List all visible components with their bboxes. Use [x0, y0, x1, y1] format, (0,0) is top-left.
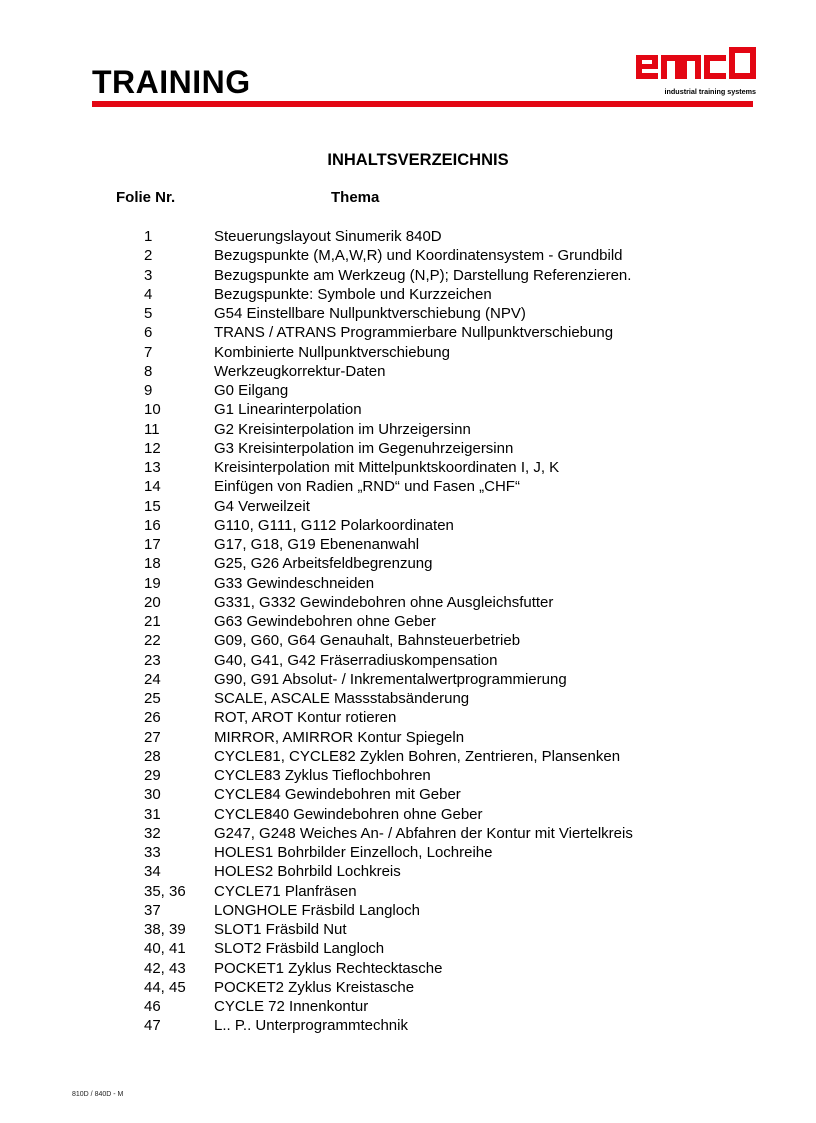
- toc-topic: Bezugspunkte (M,A,W,R) und Koordinatensystem - Grundbild: [214, 247, 623, 265]
- toc-row: [0, 612, 816, 631]
- toc-row: [0, 343, 816, 362]
- toc-slide-number: 10: [144, 401, 161, 419]
- toc-slide-number: 5: [144, 305, 153, 322]
- toc-slide-number: 40, 41: [144, 940, 186, 958]
- toc-topic: Bezugspunkte: Symbole und Kurzzeichen: [214, 285, 492, 303]
- toc-topic: SCALE, ASCALE Massstabsänderung: [214, 690, 470, 707]
- column-header-topic: Thema: [331, 189, 380, 206]
- toc-slide-number: 9: [144, 382, 153, 399]
- toc-row: [0, 728, 816, 747]
- toc-slide-number: 46: [144, 998, 161, 1015]
- toc-row: [0, 882, 816, 901]
- toc-row: [0, 978, 816, 997]
- toc-slide-number: 3: [144, 266, 153, 284]
- toc-topic: G63 Gewindebohren ohne Geber: [214, 613, 436, 630]
- toc-row: [0, 362, 816, 381]
- toc-row: [0, 266, 816, 285]
- toc-row: [0, 901, 816, 920]
- toc-topic: G25, G26 Arbeitsfeldbegrenzung: [214, 555, 433, 573]
- toc-slide-number: 44, 45: [144, 978, 186, 996]
- toc-topic: MIRROR, AMIRROR Kontur Spiegeln: [214, 728, 465, 746]
- toc-slide-number: 25: [144, 690, 161, 707]
- toc-row: [0, 631, 816, 650]
- toc-topic: G54 Einstellbare Nullpunktverschiebung (NPV): [214, 305, 526, 322]
- toc-row: [0, 959, 816, 978]
- toc-row: [0, 939, 816, 958]
- toc-row: [0, 785, 816, 804]
- toc-topic: G33 Gewindeschneiden: [214, 574, 375, 592]
- toc-topic: HOLES2 Bohrbild Lochkreis: [214, 863, 401, 881]
- toc-topic: G4 Verweilzeit: [214, 497, 310, 515]
- toc-topic: G0 Eilgang: [214, 382, 289, 399]
- toc-slide-number: 1: [144, 228, 153, 245]
- toc-topic: G1 Linearinterpolation: [214, 401, 362, 419]
- toc-topic: G3 Kreisinterpolation im Gegenuhrzeigersinn: [214, 439, 514, 457]
- toc-slide-number: 17: [144, 536, 161, 553]
- emco-logo: [636, 47, 756, 95]
- toc-slide-number: 2: [144, 247, 153, 265]
- toc-topic: SLOT1 Fräsbild Nut: [214, 921, 347, 938]
- toc-slide-number: 42, 43: [144, 959, 186, 977]
- toc-topic: ROT, AROT Kontur rotieren: [214, 709, 397, 727]
- document-title: INHALTSVERZEICHNIS: [327, 151, 509, 169]
- toc-row: [0, 439, 816, 458]
- toc-topic: Bezugspunkte am Werkzeug (N,P); Darstellung Referenzieren.: [214, 266, 632, 284]
- toc-slide-number: 8: [144, 362, 153, 380]
- toc-topic: Kombinierte Nullpunktverschiebung: [214, 343, 450, 361]
- toc-topic: CYCLE71 Planfräsen: [214, 882, 357, 900]
- toc-topic: CYCLE81, CYCLE82 Zyklen Bohren, Zentrieren, Plansenken: [214, 747, 621, 765]
- toc-row: [0, 574, 816, 593]
- toc-row: [0, 747, 816, 766]
- toc-row: [0, 477, 816, 496]
- toc-row: [0, 1016, 816, 1035]
- toc-topic: SLOT2 Fräsbild Langloch: [214, 940, 385, 958]
- toc-topic: G247, G248 Weiches An- / Abfahren der Kontur mit Viertelkreis: [214, 824, 633, 842]
- emco-logo-icon: [636, 47, 756, 81]
- toc-topic: CYCLE 72 Innenkontur: [214, 998, 369, 1015]
- toc-slide-number: 47: [144, 1017, 161, 1035]
- toc-topic: G09, G60, G64 Genauhalt, Bahnsteuerbetrieb: [214, 632, 521, 650]
- toc-topic: POCKET1 Zyklus Rechtecktasche: [214, 959, 443, 977]
- toc-slide-number: 24: [144, 670, 161, 688]
- toc-topic: L.. P.. Unterprogrammtechnik: [214, 1017, 408, 1035]
- toc-topic: CYCLE840 Gewindebohren ohne Geber: [214, 805, 483, 823]
- toc-slide-number: 21: [144, 613, 161, 630]
- toc-row: [0, 862, 816, 881]
- toc-row: [0, 497, 816, 516]
- toc-slide-number: 32: [144, 824, 161, 842]
- toc-slide-number: 14: [144, 478, 161, 496]
- toc-slide-number: 38, 39: [144, 921, 186, 938]
- toc-row: [0, 554, 816, 573]
- toc-row: [0, 997, 816, 1016]
- toc-topic: G90, G91 Absolut- / Inkrementalwertprogrammierung: [214, 670, 567, 688]
- toc-topic: CYCLE83 Zyklus Tieflochbohren: [214, 767, 431, 784]
- header-rule: [92, 101, 753, 107]
- toc-slide-number: 6: [144, 324, 153, 342]
- toc-row: [0, 285, 816, 304]
- toc-row: [0, 516, 816, 535]
- toc-slide-number: 29: [144, 767, 161, 784]
- toc-slide-number: 30: [144, 786, 161, 804]
- toc-row: [0, 420, 816, 439]
- toc-slide-number: 35, 36: [144, 882, 186, 900]
- toc-row: [0, 708, 816, 727]
- toc-slide-number: 33: [144, 844, 161, 861]
- toc-row: [0, 400, 816, 419]
- toc-row: [0, 843, 816, 862]
- toc-slide-number: 4: [144, 285, 153, 303]
- toc-row: [0, 824, 816, 843]
- toc-slide-number: 16: [144, 516, 161, 534]
- toc-slide-number: 13: [144, 459, 161, 476]
- table-of-contents: [0, 227, 816, 1036]
- toc-slide-number: 18: [144, 555, 161, 573]
- toc-topic: G110, G111, G112 Polarkoordinaten: [214, 516, 454, 534]
- toc-topic: G331, G332 Gewindebohren ohne Ausgleichsfutter: [214, 593, 554, 611]
- toc-slide-number: 28: [144, 747, 161, 765]
- toc-topic: Kreisinterpolation mit Mittelpunktskoordinaten I, J, K: [214, 459, 560, 476]
- toc-topic: HOLES1 Bohrbilder Einzelloch, Lochreihe: [214, 844, 493, 861]
- toc-row: [0, 535, 816, 554]
- toc-slide-number: 27: [144, 728, 161, 746]
- toc-topic: Werkzeugkorrektur-Daten: [214, 362, 386, 380]
- header-title: TRAINING: [92, 64, 251, 100]
- toc-row: [0, 246, 816, 265]
- toc-topic: Einfügen von Radien „RND“ und Fasen „CHF“: [214, 478, 520, 496]
- toc-slide-number: 31: [144, 805, 161, 823]
- toc-row: [0, 670, 816, 689]
- toc-topic: G17, G18, G19 Ebenenanwahl: [214, 536, 420, 553]
- toc-row: [0, 227, 816, 246]
- toc-slide-number: 34: [144, 863, 161, 881]
- toc-row: [0, 593, 816, 612]
- toc-slide-number: 23: [144, 651, 161, 669]
- toc-slide-number: 20: [144, 593, 161, 611]
- toc-row: [0, 920, 816, 939]
- toc-row: [0, 381, 816, 400]
- toc-topic: CYCLE84 Gewindebohren mit Geber: [214, 786, 461, 804]
- column-header-number: Folie Nr.: [116, 189, 176, 206]
- toc-row: [0, 458, 816, 477]
- toc-row: [0, 805, 816, 824]
- toc-slide-number: 37: [144, 901, 161, 919]
- toc-slide-number: 22: [144, 632, 161, 650]
- toc-slide-number: 11: [144, 420, 160, 438]
- toc-slide-number: 19: [144, 574, 161, 592]
- toc-slide-number: 12: [144, 439, 161, 457]
- footer-text: 810D / 840D - M: [72, 1091, 124, 1098]
- toc-slide-number: 26: [144, 709, 161, 727]
- toc-row: [0, 651, 816, 670]
- toc-topic: POCKET2 Zyklus Kreistasche: [214, 978, 415, 996]
- logo-tagline: industrial training systems: [664, 87, 756, 96]
- toc-topic: G40, G41, G42 Fräserradiuskompensation: [214, 651, 498, 669]
- toc-row: [0, 304, 816, 323]
- toc-topic: G2 Kreisinterpolation im Uhrzeigersinn: [214, 420, 471, 438]
- toc-slide-number: 7: [144, 343, 153, 361]
- toc-topic: TRANS / ATRANS Programmierbare Nullpunktverschiebung: [214, 324, 614, 342]
- toc-topic: Steuerungslayout Sinumerik 840D: [214, 228, 442, 245]
- toc-row: [0, 766, 816, 785]
- toc-row: [0, 689, 816, 708]
- toc-slide-number: 15: [144, 497, 161, 515]
- toc-topic: LONGHOLE Fräsbild Langloch: [214, 901, 420, 919]
- toc-row: [0, 323, 816, 342]
